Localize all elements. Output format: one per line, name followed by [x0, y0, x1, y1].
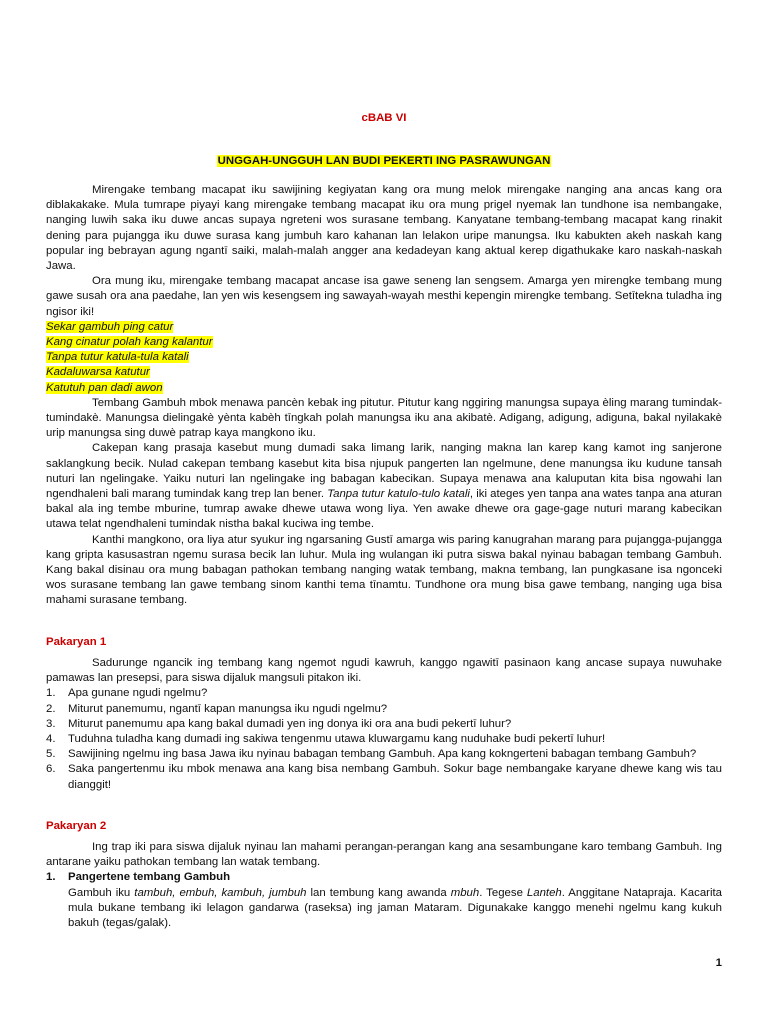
question-number: 6.	[46, 763, 56, 776]
chapter-title-text: UNGGAH-UNGGUH LAN BUDI PEKERTI ING PASRAWUNGAN	[217, 155, 551, 167]
question-item	[46, 702, 722, 717]
section-number: 1.	[46, 871, 56, 884]
poem-line: Kang cinatur polah kang kalantur	[46, 336, 213, 349]
definition-text: lan tembung kang awanda	[306, 886, 451, 899]
exercise-1-questions	[46, 686, 722, 792]
poem-line: Sekar gambuh ping catur	[46, 320, 174, 333]
paragraph-cakepan-quote: Tanpa tutur katulo-tulo katali	[327, 488, 470, 501]
page-number: 1	[715, 957, 722, 969]
definition-italic: Lanteh	[526, 886, 562, 899]
exercise-2-intro: Ing trap iki para siswa dijaluk nyinau lan mahami perangan-perangan kang ana sesambungane karo tembang Gambuh. Ing antarane yaiku pathokan tembang lan watak tembang.	[46, 840, 722, 869]
question-number: 1.	[46, 687, 56, 700]
paragraph-cakepan-end: , iki ateges yen tanpa ana wates tanpa ana aturan bakal ala ing tembe mburine, tumrap awake dhewe utawa wong liya. Yen awake dhewe ora gage-gage nuturi marang kabecikan utawa telat ngendhaleni tumindak nistha bakal kuciwa ing tembe.	[46, 488, 722, 531]
question-number: 3.	[46, 717, 56, 730]
paragraph-second: Ora mung iku, mirengake tembang macapat ancase isa gawe seneng lan sengsem. Amarga yen mirengke tembang mung gawe susah ora ana paedahe, lan yen wis kesengsem ing sawayah-wayah mesthi kepengin mirengke tembang. Setītekna tuladha ing ngisor iki!	[46, 275, 722, 318]
poem-line: Tanpa tutur katula-tula katali	[46, 351, 189, 364]
question-number: 5.	[46, 748, 56, 761]
question-item	[46, 686, 722, 701]
question-text: Apa gunane ngudi ngelmu?	[68, 687, 208, 700]
definition-text: . Tegese	[479, 886, 527, 899]
exercise-2-title: Pakaryan 2	[46, 819, 107, 832]
paragraph-conclusion: Kanthi mangkono, ora liya atur syukur ing ngarsaning Gustī amarga wis paring kanugrahan marang para pujangga-pujangga kang gripta kasusastran ngemu surasa becik lan luhur. Mula ing wulangan iki putra siswa bakal nyinau babagan tembang Gambuh. Kang bakal disinau ora mung babagan pathokan tembang nanging watak tembang, makna tembang, lan pungkasane isa ngonceki wos surasane tembang lan gawe tembang sinom kanthi tema tīnamtu. Tundhone ora mung bisa gawe tembang, nanging uga bisa mahami surasane tembang.	[46, 533, 722, 607]
chapter-label: cBAB VI	[361, 112, 407, 124]
poem-line: Katutuh pan dadi awon	[46, 381, 163, 394]
section-item	[46, 870, 722, 931]
question-text: Tuduhna tuladha kang dumadi ing sakiwa tengenmu utawa kluwargamu kang nuduhake budi pekertī luhur!	[68, 732, 606, 745]
definition-italic: tambuh, embuh, kambuh, jumbuh	[134, 886, 307, 899]
question-text: Saka pangertenmu iku mbok menawa ana kang bisa nembang Gambuh. Sokur bage nembangake karyane dhewe kang wis tau dianggit!	[68, 763, 722, 791]
question-item	[46, 717, 722, 732]
chapter-title	[0, 154, 768, 169]
document-body	[46, 183, 722, 931]
section-heading: Pangertene tembang Gambuh	[68, 871, 231, 884]
question-number: 2.	[46, 702, 56, 715]
question-text: Sawijining ngelmu ing basa Jawa iku nyinau babagan tembang Gambuh. Apa kang kokngerteni babagan tembang Gambuh?	[68, 748, 697, 761]
definition-text: Gambuh iku	[68, 886, 135, 899]
paragraph-cakepan	[46, 441, 722, 532]
question-text: Miturut panemumu, ngantī kapan manungsa iku ngudi ngelmu?	[68, 702, 388, 715]
exercise-2-items	[46, 870, 722, 931]
question-item	[46, 747, 722, 762]
question-number: 4.	[46, 732, 56, 745]
question-item	[46, 762, 722, 792]
exercise-1-title: Pakaryan 1	[46, 635, 107, 648]
gambuh-definition	[68, 886, 722, 932]
paragraph-cakepan-start: Cakepan kang prasaja kasebut mung dumadi saka limang larik, nanging makna lan karep kang kamot ing sanjerone saklangkung becik. Nulad cakepan tembang kasebut kita bisa njupuk pangerten lan ngelmune, dene manungsa iku kudune tansah nuturi lan ngelingake. Yaiku nuturi lan ngelingake ing babagan kabecikan. Supaya menawa ana kaluputan kita bisa ngowahi lan ngendhaleni bali marang tumindak kang trep lan bener.	[46, 442, 722, 501]
question-text: Miturut panemumu apa kang bakal dumadi yen ing donya iki ora ana budi pekertī luhur?	[68, 717, 512, 730]
poem-line: Kadaluwarsa katutur	[46, 366, 150, 379]
paragraph-intro: Mirengake tembang macapat iku sawijining kegiyatan kang ora mung melok mirengake nanging ana ancas kang ora diblakakake. Mula tumrape piyayi kang mirengake tembang macapat iku ora mung prigel nyemak lan tundhone isa nembangake, nanging luwih saka iku duwe ancas supaya ngreteni wos surasane tembang. Kanyatane tembang-tembang macapat kang rinakit dening para pujangga iku duwe surasa kang jumbuh karo kahanan lan lelakon uripe manungsa. Iku kabukten akeh naskah kang popular ing bebrayan agung ngantī saiki, malah-malah angger ana kedadeyan kang aktual kerep digathukake karo naskah-naskah Jawa.	[46, 184, 722, 273]
poem-block	[46, 320, 722, 396]
exercise-1-intro: Sadurunge ngancik ing tembang kang ngemot ngudi kawruh, kanggo ngawitī pasinaon kang ancase supaya nuwuhake pamawas lan presepsi, para siswa dijaluk mangsuli pitakon iki.	[46, 656, 722, 685]
definition-italic: mbuh	[450, 886, 480, 899]
paragraph-gambuh: Tembang Gambuh mbok menawa pancèn kebak ing pitutur. Pitutur kang nggiring manungsa supaya èling marang tumindak-tumindakè. Manungsa dielingakè yènta kabèh tīngkah polah manungsa iku ana akibatè. Adigang, adigung, adiguna, bakal nyilakakè urip manungsa sing duwè patrap kaya mangkono iku.	[46, 396, 722, 440]
question-item	[46, 732, 722, 747]
definition-text: . Anggitane Natapraja. Kacarita mula bukane tembang iki lelagon gandarwa (raseksa) ing jaman Mataram. Digunakake kanggo menehi ngelmu kang kukuh bakuh (tegas/galak).	[68, 886, 722, 929]
